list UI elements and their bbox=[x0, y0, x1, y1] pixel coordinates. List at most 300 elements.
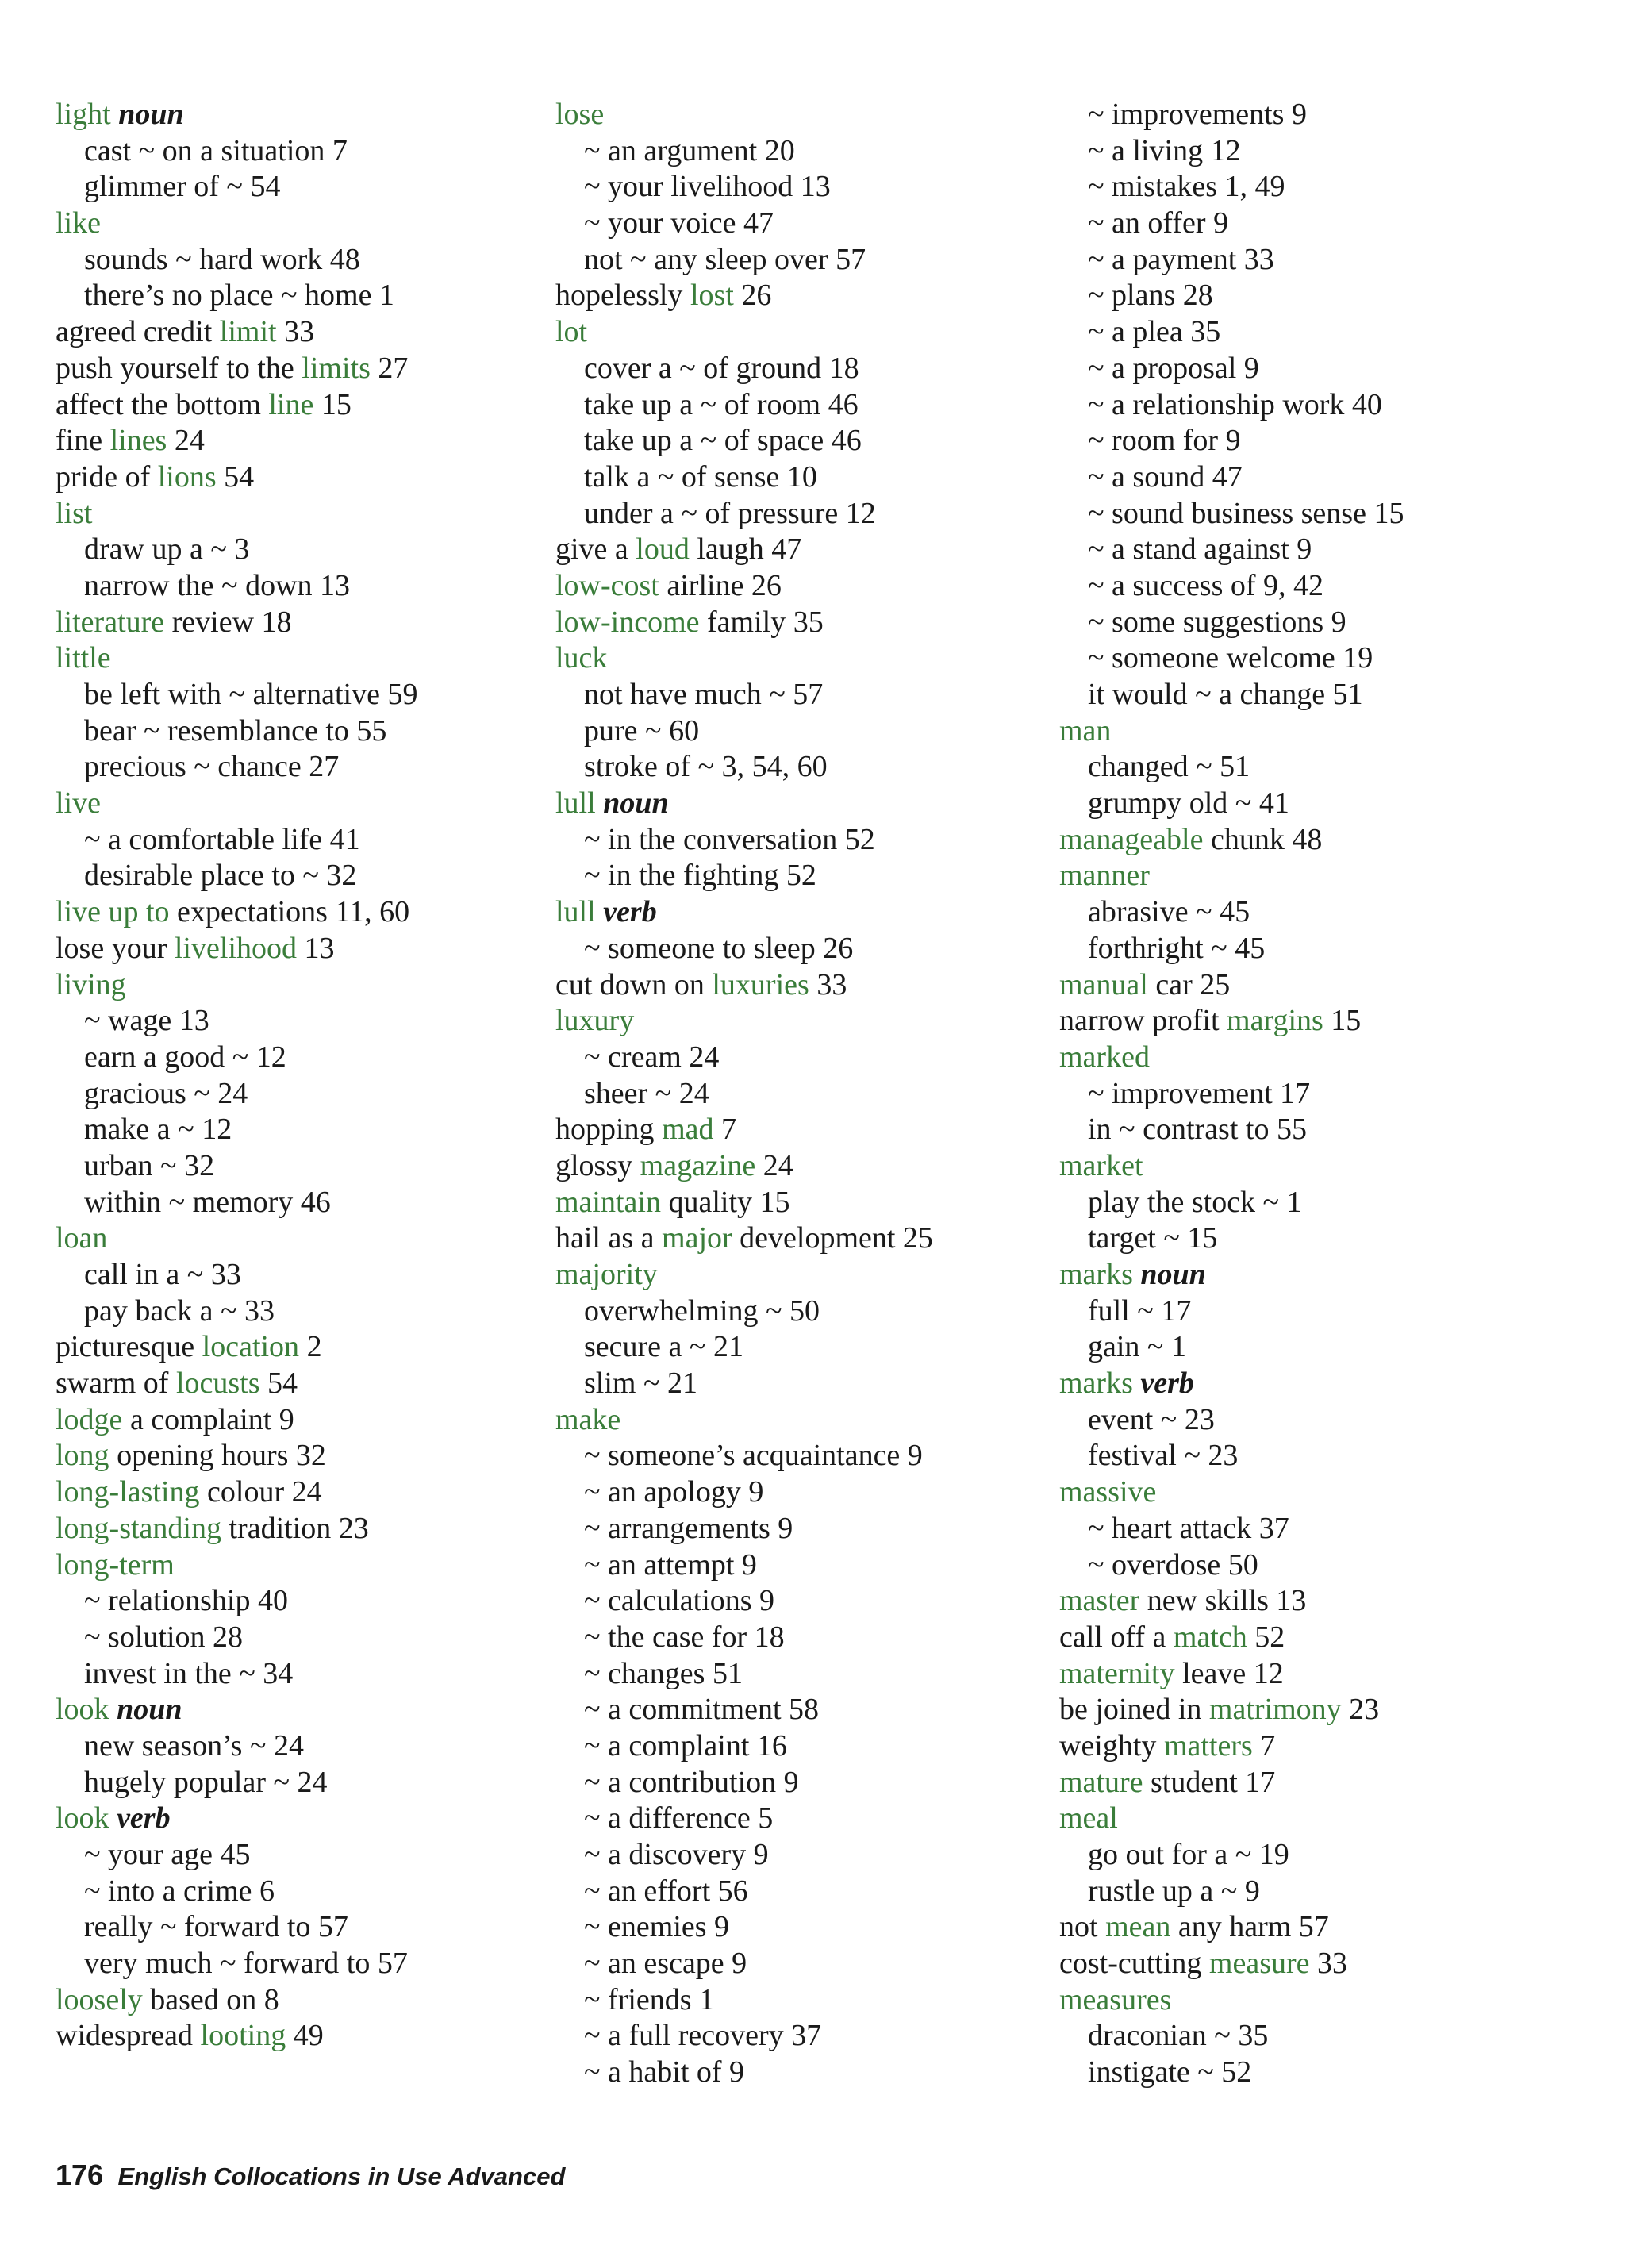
entry-text: picturesque bbox=[56, 1330, 202, 1364]
index-subentry bbox=[555, 1438, 1047, 1474]
entry-text: new skills 13 bbox=[1139, 1584, 1307, 1618]
entry-text: cost-cutting bbox=[1059, 1947, 1209, 1981]
headword: like bbox=[56, 206, 101, 240]
entry-text: ~ an escape 9 bbox=[584, 1947, 747, 1981]
headword: luck bbox=[555, 641, 608, 675]
index-subentry bbox=[1059, 568, 1607, 605]
entry-text: festival ~ 23 bbox=[1088, 1439, 1239, 1473]
headword: mean bbox=[1105, 1910, 1171, 1944]
index-subentry bbox=[555, 459, 1047, 496]
entry-text: glossy bbox=[555, 1148, 640, 1182]
entry-text: agreed credit bbox=[56, 315, 220, 349]
entry-text: cut down on bbox=[555, 967, 713, 1001]
headword: living bbox=[56, 967, 126, 1001]
entry-text: ~ a relationship work 40 bbox=[1088, 387, 1382, 421]
index-subentry bbox=[555, 496, 1047, 532]
entry-text: ~ cream 24 bbox=[584, 1040, 720, 1074]
book-title: English Collocations in Use Advanced bbox=[117, 2162, 566, 2190]
entry-text: ~ a living 12 bbox=[1088, 133, 1241, 167]
index-subentry bbox=[1059, 133, 1607, 170]
entry-text: draconian ~ 35 bbox=[1088, 2019, 1269, 2053]
index-subentry bbox=[555, 206, 1047, 242]
entry-text: ~ a proposal 9 bbox=[1088, 351, 1259, 385]
index-entry bbox=[56, 314, 532, 351]
headword: marked bbox=[1059, 1040, 1150, 1074]
index-entry bbox=[555, 1185, 1047, 1221]
headword: master bbox=[1059, 1584, 1140, 1618]
headword: low-cost bbox=[555, 568, 659, 602]
entry-text: ~ plans 28 bbox=[1088, 279, 1213, 313]
index-subentry bbox=[555, 423, 1047, 459]
index-subentry bbox=[1059, 605, 1607, 641]
headword: marks bbox=[1059, 1367, 1133, 1401]
entry-text: airline 26 bbox=[659, 568, 782, 602]
index-subentry bbox=[555, 1511, 1047, 1547]
index-subentry bbox=[555, 1656, 1047, 1693]
index-subentry bbox=[555, 1765, 1047, 1801]
index-subentry bbox=[56, 677, 532, 713]
entry-text: glimmer of ~ 54 bbox=[84, 170, 281, 204]
index-subentry bbox=[555, 1837, 1047, 1874]
entry-text: ~ in the conversation 52 bbox=[584, 822, 875, 856]
headword: look bbox=[56, 1801, 109, 1836]
headword: luxury bbox=[555, 1004, 635, 1038]
entry-text: 7 bbox=[1252, 1728, 1276, 1763]
index-subentry bbox=[555, 1294, 1047, 1330]
index-entry bbox=[1059, 967, 1607, 1004]
index-subentry bbox=[555, 1874, 1047, 1910]
index-entry bbox=[555, 894, 1047, 931]
entry-text: urban ~ 32 bbox=[84, 1148, 215, 1182]
entry-text: make a ~ 12 bbox=[84, 1113, 232, 1147]
index-subentry bbox=[555, 1801, 1047, 1837]
index-entry bbox=[56, 459, 532, 496]
entry-text: widespread bbox=[56, 2019, 201, 2053]
index-subentry bbox=[56, 242, 532, 279]
index-subentry bbox=[1059, 749, 1607, 786]
index-subentry bbox=[1059, 206, 1607, 242]
index-subentry bbox=[555, 242, 1047, 279]
index-entry bbox=[1059, 1946, 1607, 1982]
entry-text: 33 bbox=[809, 967, 847, 1001]
entry-text: expectations 11, 60 bbox=[169, 895, 410, 929]
headword: luxuries bbox=[712, 967, 809, 1001]
index-subentry bbox=[555, 677, 1047, 713]
entry-text: grumpy old ~ 41 bbox=[1088, 786, 1289, 821]
index-subentry bbox=[1059, 459, 1607, 496]
entry-text: ~ changes 51 bbox=[584, 1656, 743, 1690]
entry-text: 7 bbox=[713, 1113, 736, 1147]
headword: long-lasting bbox=[56, 1475, 200, 1509]
word-class-label: noun bbox=[603, 786, 669, 821]
entry-text: any harm 57 bbox=[1170, 1910, 1329, 1944]
index-entry bbox=[555, 1220, 1047, 1257]
entry-text: rustle up a ~ 9 bbox=[1088, 1874, 1260, 1908]
index-entry bbox=[56, 894, 532, 931]
index-entry bbox=[555, 97, 1047, 133]
entry-text: pure ~ 60 bbox=[584, 713, 700, 748]
entry-text: affect the bottom bbox=[56, 387, 269, 421]
entry-text: review 18 bbox=[164, 605, 292, 639]
headword: lines bbox=[109, 424, 167, 458]
entry-text: ~ your voice 47 bbox=[584, 206, 774, 240]
headword: look bbox=[56, 1693, 109, 1727]
entry-text: narrow the ~ down 13 bbox=[84, 568, 351, 602]
entry-text: 27 bbox=[370, 351, 409, 385]
entry-text: quality 15 bbox=[660, 1185, 790, 1219]
entry-text: chunk 48 bbox=[1203, 822, 1323, 856]
index-entry bbox=[1059, 1366, 1607, 1402]
entry-text: slim ~ 21 bbox=[584, 1367, 698, 1401]
index-subentry bbox=[56, 532, 532, 568]
entry-text bbox=[596, 786, 604, 820]
index-subentry bbox=[1059, 351, 1607, 387]
index-subentry bbox=[56, 278, 532, 314]
index-subentry bbox=[1059, 1511, 1607, 1547]
headword: locusts bbox=[175, 1367, 260, 1401]
index-subentry bbox=[1059, 786, 1607, 822]
index-subentry bbox=[1059, 1402, 1607, 1439]
index-subentry bbox=[555, 1366, 1047, 1402]
entry-text: cover a ~ of ground 18 bbox=[584, 351, 859, 385]
entry-text: ~ a commitment 58 bbox=[584, 1693, 820, 1727]
headword: live up to bbox=[56, 895, 170, 929]
index-subentry bbox=[555, 713, 1047, 750]
index-subentry bbox=[56, 1765, 532, 1801]
index-subentry bbox=[56, 133, 532, 170]
index-subentry bbox=[555, 1728, 1047, 1765]
entry-text: ~ some suggestions 9 bbox=[1088, 605, 1346, 639]
entry-text: ~ an effort 56 bbox=[584, 1874, 748, 1908]
index-entry bbox=[56, 1801, 532, 1837]
entry-text: development 25 bbox=[732, 1221, 933, 1255]
index-entry bbox=[1059, 1656, 1607, 1693]
entry-text: not bbox=[1059, 1910, 1106, 1944]
headword: margins bbox=[1227, 1004, 1323, 1038]
index-subentry bbox=[1059, 496, 1607, 532]
entry-text bbox=[596, 895, 604, 928]
index-entry bbox=[56, 967, 532, 1004]
headword: lost bbox=[690, 279, 734, 313]
index-entry bbox=[56, 1402, 532, 1439]
headword: measures bbox=[1059, 1982, 1172, 2016]
index-subentry bbox=[56, 1583, 532, 1620]
entry-text: ~ an offer 9 bbox=[1088, 206, 1229, 240]
headword: lodge bbox=[56, 1402, 123, 1436]
index-subentry bbox=[555, 858, 1047, 894]
entry-text: talk a ~ of sense 10 bbox=[584, 459, 817, 494]
headword: mature bbox=[1059, 1765, 1143, 1799]
headword: little bbox=[56, 641, 111, 675]
entry-text: really ~ forward to 57 bbox=[84, 1910, 348, 1944]
entry-text: ~ sound business sense 15 bbox=[1088, 496, 1404, 530]
headword: literature bbox=[56, 605, 165, 639]
entry-text: play the stock ~ 1 bbox=[1088, 1185, 1302, 1219]
index-subentry bbox=[555, 1982, 1047, 2019]
headword: manner bbox=[1059, 859, 1150, 893]
headword: match bbox=[1173, 1620, 1247, 1654]
entry-text: hugely popular ~ 24 bbox=[84, 1765, 328, 1799]
entry-text: ~ the case for 18 bbox=[584, 1620, 785, 1654]
headword: lions bbox=[157, 459, 217, 494]
headword: loan bbox=[56, 1221, 108, 1255]
index-subentry bbox=[1059, 1438, 1607, 1474]
index-subentry bbox=[1059, 2018, 1607, 2055]
entry-text: student 17 bbox=[1143, 1765, 1276, 1799]
index-entry bbox=[56, 351, 532, 387]
entry-text: based on 8 bbox=[142, 1982, 279, 2016]
index-entry bbox=[555, 1003, 1047, 1040]
headword: measure bbox=[1208, 1947, 1310, 1981]
index-subentry bbox=[555, 169, 1047, 206]
headword: live bbox=[56, 786, 101, 821]
entry-text: ~ a contribution 9 bbox=[584, 1765, 799, 1799]
index-subentry bbox=[1059, 677, 1607, 713]
entry-text: ~ enemies 9 bbox=[584, 1910, 730, 1944]
entry-text: weighty bbox=[1059, 1728, 1164, 1763]
index-column-3 bbox=[1059, 97, 1607, 2091]
index-entry bbox=[555, 1257, 1047, 1294]
entry-text: within ~ memory 46 bbox=[84, 1185, 331, 1219]
entry-text: ~ a complaint 16 bbox=[584, 1728, 787, 1763]
headword: make bbox=[555, 1402, 621, 1436]
index-subentry bbox=[1059, 314, 1607, 351]
headword: long bbox=[56, 1439, 109, 1473]
entry-text: forthright ~ 45 bbox=[1088, 931, 1266, 965]
index-subentry bbox=[1059, 1112, 1607, 1148]
word-class-label: noun bbox=[118, 98, 184, 131]
headword: looting bbox=[200, 2019, 286, 2053]
entry-text: 23 bbox=[1341, 1693, 1380, 1727]
entry-text: ~ an argument 20 bbox=[584, 133, 795, 167]
index-subentry bbox=[56, 169, 532, 206]
index-entry bbox=[1059, 1257, 1607, 1294]
headword: low-income bbox=[555, 605, 700, 639]
index-subentry bbox=[1059, 640, 1607, 677]
index-subentry bbox=[555, 1692, 1047, 1728]
entry-text: 15 bbox=[313, 387, 352, 421]
index-subentry bbox=[56, 1076, 532, 1113]
entry-text: a complaint 9 bbox=[122, 1402, 294, 1436]
index-subentry bbox=[1059, 97, 1607, 133]
entry-text: precious ~ chance 27 bbox=[84, 750, 340, 784]
entry-text: ~ a plea 35 bbox=[1088, 315, 1221, 349]
entry-text: go out for a ~ 19 bbox=[1088, 1838, 1289, 1871]
headword: list bbox=[56, 496, 93, 530]
index-entry bbox=[1059, 1474, 1607, 1511]
index-subentry bbox=[555, 749, 1047, 786]
index-entry bbox=[555, 1148, 1047, 1185]
entry-text: desirable place to ~ 32 bbox=[84, 859, 357, 893]
entry-text: give a bbox=[555, 532, 636, 567]
index-subentry bbox=[56, 1909, 532, 1946]
index-subentry bbox=[1059, 931, 1607, 967]
index-entry bbox=[56, 2018, 532, 2055]
entry-text: gain ~ 1 bbox=[1088, 1330, 1186, 1364]
index-entry bbox=[56, 640, 532, 677]
entry-text: event ~ 23 bbox=[1088, 1402, 1215, 1436]
index-subentry bbox=[1059, 1076, 1607, 1113]
headword: lull bbox=[555, 895, 596, 929]
entry-text: ~ a discovery 9 bbox=[584, 1838, 769, 1871]
index-subentry bbox=[1059, 278, 1607, 314]
index-subentry bbox=[555, 1909, 1047, 1946]
entry-text: ~ calculations 9 bbox=[584, 1584, 775, 1618]
index-entry bbox=[1059, 1003, 1607, 1040]
entry-text bbox=[1133, 1258, 1141, 1291]
entry-text: new season’s ~ 24 bbox=[84, 1728, 305, 1763]
entry-text: ~ heart attack 37 bbox=[1088, 1511, 1289, 1545]
entry-text: opening hours 32 bbox=[109, 1439, 326, 1473]
entry-text: 33 bbox=[276, 315, 315, 349]
index-subentry bbox=[56, 1874, 532, 1910]
entry-text: call off a bbox=[1059, 1620, 1174, 1654]
index-entry bbox=[555, 568, 1047, 605]
index-entry bbox=[56, 1329, 532, 1366]
index-entry bbox=[1059, 1982, 1607, 2019]
index-entry bbox=[1059, 822, 1607, 859]
index-column-1 bbox=[56, 97, 532, 2055]
headword: man bbox=[1059, 713, 1112, 748]
headword: mad bbox=[662, 1113, 714, 1147]
entry-text: be joined in bbox=[1059, 1693, 1209, 1727]
index-subentry bbox=[1059, 894, 1607, 931]
index-entry bbox=[56, 1438, 532, 1474]
entry-text: ~ arrangements 9 bbox=[584, 1511, 793, 1545]
index-entry bbox=[56, 387, 532, 424]
entry-text bbox=[111, 98, 119, 131]
index-entry bbox=[56, 786, 532, 822]
entry-text: ~ room for 9 bbox=[1088, 424, 1241, 458]
entry-text: ~ a habit of 9 bbox=[584, 2055, 745, 2089]
index-subentry bbox=[555, 931, 1047, 967]
headword: loud bbox=[636, 532, 690, 567]
entry-text: 33 bbox=[1309, 1947, 1348, 1981]
entry-text: tradition 23 bbox=[221, 1511, 369, 1545]
word-class-label: verb bbox=[603, 895, 657, 929]
word-class-label: noun bbox=[1140, 1258, 1206, 1291]
index-entry bbox=[1059, 1620, 1607, 1656]
page-number: 176 bbox=[56, 2158, 104, 2191]
entry-text bbox=[1133, 1367, 1141, 1400]
entry-text: ~ mistakes 1, 49 bbox=[1088, 170, 1285, 204]
index-entry bbox=[555, 314, 1047, 351]
index-subentry bbox=[56, 568, 532, 605]
index-column-2 bbox=[555, 97, 1047, 2091]
index-subentry bbox=[555, 1474, 1047, 1511]
entry-text: ~ a payment 33 bbox=[1088, 242, 1274, 276]
entry-text: ~ relationship 40 bbox=[84, 1584, 288, 1618]
index-entry bbox=[56, 1982, 532, 2019]
entry-text: ~ friends 1 bbox=[584, 1982, 715, 2016]
entry-text: stroke of ~ 3, 54, 60 bbox=[584, 750, 828, 784]
entry-text: changed ~ 51 bbox=[1088, 750, 1250, 784]
entry-text: earn a good ~ 12 bbox=[84, 1040, 286, 1074]
entry-text: ~ a success of 9, 42 bbox=[1088, 568, 1324, 602]
index-entry bbox=[1059, 1583, 1607, 1620]
entry-text: in ~ contrast to 55 bbox=[1088, 1113, 1307, 1147]
index-subentry bbox=[555, 133, 1047, 170]
index-entry bbox=[555, 640, 1047, 677]
index-subentry bbox=[56, 1040, 532, 1076]
headword: matters bbox=[1163, 1728, 1253, 1763]
index-subentry bbox=[1059, 1837, 1607, 1874]
entry-text: ~ someone’s acquaintance 9 bbox=[584, 1439, 923, 1473]
headword: line bbox=[268, 387, 314, 421]
entry-text: full ~ 17 bbox=[1088, 1294, 1192, 1328]
entry-text: ~ into a crime 6 bbox=[84, 1874, 275, 1908]
entry-text: 52 bbox=[1247, 1620, 1285, 1654]
index-entry bbox=[56, 1692, 532, 1728]
entry-text: 54 bbox=[216, 459, 255, 494]
index-subentry bbox=[56, 822, 532, 859]
entry-text: sounds ~ hard work 48 bbox=[84, 242, 360, 276]
headword: market bbox=[1059, 1148, 1143, 1182]
entry-text: gracious ~ 24 bbox=[84, 1076, 248, 1110]
index-subentry bbox=[56, 1837, 532, 1874]
index-subentry bbox=[56, 1112, 532, 1148]
headword: magazine bbox=[640, 1148, 756, 1182]
index-subentry bbox=[56, 1620, 532, 1656]
index-subentry bbox=[56, 1003, 532, 1040]
entry-text: instigate ~ 52 bbox=[1088, 2055, 1252, 2089]
headword: livelihood bbox=[174, 931, 297, 965]
entry-text: pay back a ~ 33 bbox=[84, 1294, 275, 1328]
headword: major bbox=[662, 1221, 732, 1255]
headword: manual bbox=[1059, 967, 1148, 1001]
entry-text: take up a ~ of space 46 bbox=[584, 424, 862, 458]
entry-text: ~ someone welcome 19 bbox=[1088, 641, 1373, 675]
headword: meal bbox=[1059, 1801, 1118, 1836]
index-entry bbox=[1059, 1765, 1607, 1801]
entry-text: pride of bbox=[56, 459, 158, 494]
entry-text: ~ wage 13 bbox=[84, 1004, 209, 1038]
index-subentry bbox=[1059, 387, 1607, 424]
entry-text: ~ your livelihood 13 bbox=[584, 170, 831, 204]
entry-text: not have much ~ 57 bbox=[584, 678, 824, 711]
headword: lose bbox=[555, 98, 605, 131]
index-subentry bbox=[555, 2055, 1047, 2091]
entry-text: ~ a comfortable life 41 bbox=[84, 822, 360, 856]
entry-text: cast ~ on a situation 7 bbox=[84, 133, 348, 167]
index-subentry bbox=[56, 1185, 532, 1221]
entry-text: secure a ~ 21 bbox=[584, 1330, 743, 1364]
entry-text: under a ~ of pressure 12 bbox=[584, 496, 876, 530]
entry-text bbox=[109, 1801, 117, 1835]
entry-text: hopelessly bbox=[555, 279, 690, 313]
entry-text: ~ a difference 5 bbox=[584, 1801, 774, 1836]
entry-text: ~ overdose 50 bbox=[1088, 1547, 1258, 1582]
headword: loosely bbox=[56, 1982, 143, 2016]
word-class-label: noun bbox=[117, 1693, 182, 1727]
entry-text: ~ in the fighting 52 bbox=[584, 859, 816, 893]
entry-text: 24 bbox=[755, 1148, 793, 1182]
entry-text: 26 bbox=[733, 279, 772, 313]
entry-text: call in a ~ 33 bbox=[84, 1258, 241, 1291]
entry-text: ~ a full recovery 37 bbox=[584, 2019, 822, 2053]
entry-text: swarm of bbox=[56, 1367, 176, 1401]
index-subentry bbox=[555, 1620, 1047, 1656]
index-entry bbox=[56, 423, 532, 459]
entry-text: hopping bbox=[555, 1113, 663, 1147]
entry-text: very much ~ forward to 57 bbox=[84, 1947, 408, 1981]
index-entry bbox=[1059, 1728, 1607, 1765]
index-subentry bbox=[1059, 1547, 1607, 1584]
headword: location bbox=[202, 1330, 300, 1364]
index-subentry bbox=[1059, 1329, 1607, 1366]
index-entry bbox=[555, 967, 1047, 1004]
index-entry bbox=[56, 605, 532, 641]
